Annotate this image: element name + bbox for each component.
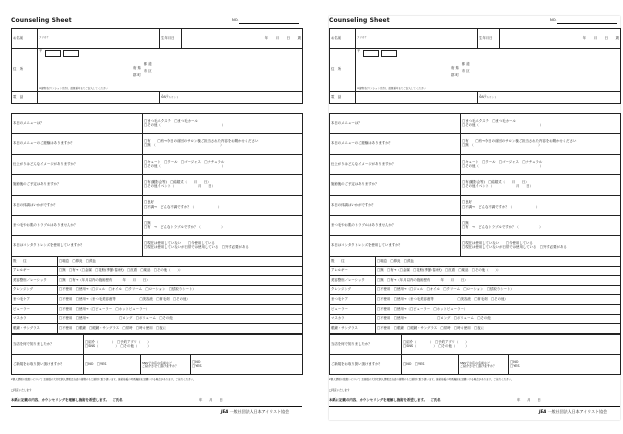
counseling-sheet-left (11, 16, 302, 420)
visit-row (12, 355, 303, 375)
visit-row (12, 335, 303, 355)
answer-option[interactable]: □有 □有→今日の前回のサロン様ご担当された内容をお聞かせください (462, 139, 577, 144)
visit-table (329, 334, 621, 375)
history-label: 眼鏡・サングラス (12, 324, 58, 334)
question-label: 仕上がりはどんなイメージがありますか？ (330, 154, 461, 174)
answer-option[interactable]: □その他（ ） (462, 123, 544, 128)
question-answer[interactable] (143, 114, 303, 134)
question-row (330, 215, 621, 235)
question-row (12, 236, 303, 256)
answer-option[interactable]: □無 (144, 220, 151, 225)
history-row (12, 314, 303, 324)
brand-logo: JEA (539, 409, 547, 414)
history-options[interactable]: □喘息 □鼻炎 □貧血 (376, 257, 621, 267)
question-row (330, 195, 621, 215)
question-answer[interactable] (461, 195, 621, 215)
answer-option[interactable]: □現在は使用していないが日常では使用している □外す必要がある (144, 245, 249, 250)
history-label: アレルギー (12, 266, 58, 276)
answer-option[interactable]: □その他イベント（ 月 日） (144, 184, 216, 189)
question-row (330, 134, 621, 154)
history-label: 既 往 (330, 257, 376, 267)
phone-label: 電 話 (330, 91, 356, 103)
history-row (330, 324, 621, 334)
question-label: 本日のメニューは？ (12, 114, 143, 134)
sheet-number-label: NO. (232, 18, 239, 22)
consent-checkbox[interactable]: □同意いたします (329, 389, 350, 392)
question-answer[interactable] (461, 236, 621, 256)
history-label: アレルギー (330, 266, 376, 276)
name-field[interactable]: フリガナ (38, 29, 160, 49)
history-options[interactable]: □不使用 □使用→（□ジェル □オイル □クリーム □ローション □拭取りシート） (376, 285, 621, 295)
question-label: 本日のメニューのご経験はありますか？ (330, 134, 461, 154)
brand-name: JEA 一般社団法人日本アイリスト協会 (221, 409, 290, 414)
footer-date[interactable]: 年 月 日 (199, 398, 223, 402)
history-options[interactable]: □不使用 □使用→ □ロング □ボリューム □その他 (376, 314, 621, 324)
question-answer[interactable] (461, 114, 621, 134)
address-field[interactable]: 〒 都 道 府 県 市 区 郡 町 ※建物名(マンション名等)、部屋番号までご記入してください (38, 49, 303, 92)
sheet-number-field[interactable] (239, 23, 299, 24)
history-label: マスカラ (330, 314, 376, 324)
history-options[interactable]: □不使用 □使用→ □ロング □ボリューム □その他 (58, 314, 303, 324)
birthday-field[interactable]: 年 月 日 歳 (182, 29, 303, 49)
sns-question: SNSでお店の名前など ご紹介させて頂けますか？ (459, 355, 509, 375)
privacy-note: 2個人情報の取扱いについて お客様の大切な個人情報は当店の管理のもと適切に取り扱います。施術前後の写真撮影をお願いする場合があります。ご協力ください。 (11, 378, 196, 381)
answer-option[interactable]: □その他（ ） (144, 163, 226, 168)
birthday-label: 生年月日 (160, 29, 182, 49)
question-row (12, 154, 303, 174)
history-options[interactable]: □不使用 □使用→（まつ毛美容液等 □美容液 □育毛剤 □その他） (58, 295, 303, 305)
question-label: まつ毛やお肌のトラブルはありませんか？ (330, 215, 461, 235)
answer-option[interactable]: □現在は使用していない □今使用している (462, 241, 533, 246)
question-answer[interactable] (461, 154, 621, 174)
question-label: 本日はコンタクトレンズを使用していますか？ (12, 236, 143, 256)
visit-answer[interactable]: □紹介（ ） □予約アプリ（ ） □SNS（ ） □その他（ ） (84, 335, 303, 355)
question-answer[interactable] (143, 195, 303, 215)
answer-option[interactable]: □まつ毛エクステ □まつ毛カール (144, 118, 198, 123)
history-label: 既 往 (12, 257, 58, 267)
question-row (12, 134, 303, 154)
visit-row (330, 355, 621, 375)
history-row (12, 304, 303, 314)
history-label: 眼鏡・サングラス (330, 324, 376, 334)
history-row (330, 295, 621, 305)
question-row (330, 175, 621, 195)
counseling-sheet-right (329, 16, 620, 420)
sheet-title: Counseling Sheet (329, 17, 390, 24)
questions-table (329, 113, 621, 257)
history-options[interactable]: □不使用 □眼鏡 □眼鏡・サングラス □常時 □時々使用 □夜に (58, 324, 303, 334)
answer-option[interactable]: □キュート □クール □ゴージャス □ナチュラル (462, 159, 543, 164)
address-label: 住 所 (330, 49, 356, 92)
history-label: クレンジング (330, 285, 376, 295)
question-row (330, 114, 621, 134)
answer-option[interactable]: □有(撮影会等) □結婚式（ 月 日） (144, 180, 211, 185)
history-options[interactable]: □無 □有→（年月以内の施術歴有 年 月 日） (58, 276, 303, 286)
questions-table (11, 113, 303, 257)
visit-table (11, 334, 303, 375)
answer-option[interactable]: □その他（ ） (462, 163, 544, 168)
contact-field[interactable]: メール SNSアカウント (478, 91, 621, 103)
answer-option[interactable]: □不調→ どんな不調ですか？（ ） (144, 204, 222, 209)
history-label: まつ毛ケア (12, 295, 58, 305)
name-field[interactable]: フリガナ (356, 29, 478, 49)
signature-line[interactable] (329, 406, 620, 407)
visit-answer[interactable]: □紹介（ ） □予約アプリ（ ） □SNS（ ） □その他（ ） (402, 335, 621, 355)
question-row (12, 195, 303, 215)
question-answer[interactable] (143, 236, 303, 256)
footer-date[interactable]: 年 月 日 (517, 398, 541, 402)
answer-option[interactable]: □無 （ ） (144, 143, 224, 148)
brand-logo: JEA (221, 409, 229, 414)
question-label: 本日のメニューのご経験はありますか？ (12, 134, 143, 154)
history-row (12, 276, 303, 286)
phone-field[interactable] (356, 91, 478, 103)
visit-answer[interactable]: □NO □YES (402, 355, 459, 375)
question-label: 本日の体調はいかがですか？ (330, 195, 461, 215)
name-label: お名前 (12, 29, 38, 49)
history-row (330, 266, 621, 276)
answer-option[interactable]: □不調→ どんな不調ですか？（ ） (462, 204, 540, 209)
birthday-label: 生年月日 (478, 29, 500, 49)
history-options[interactable]: □不使用 □眼鏡 □眼鏡・サングラス □常時 □時々使用 □夜に (376, 324, 621, 334)
phone-label: 電 話 (12, 91, 38, 103)
history-label: 美容整形／レーシック (12, 276, 58, 286)
sns-answer[interactable]: □NO □YES (191, 355, 303, 375)
profile-table (329, 28, 621, 104)
history-row (330, 276, 621, 286)
answer-option[interactable]: □良好 (462, 200, 472, 205)
history-table (11, 256, 303, 334)
visit-answer[interactable]: □NO □YES (84, 355, 141, 375)
history-row (330, 285, 621, 295)
question-label: 仕上がりはどんなイメージがありますか？ (12, 154, 143, 174)
address-field[interactable]: 〒 都 道 府 県 市 区 郡 町 ※建物名(マンション名等)、部屋番号までご記入してください (356, 49, 621, 92)
history-row (12, 285, 303, 295)
question-label: 本日のメニューは？ (330, 114, 461, 134)
question-label: 施術後のご予定はありますか？ (330, 175, 461, 195)
history-options[interactable]: □不使用 □使用→（□ビューラー □ホットビューラー） (376, 304, 621, 314)
visit-question: ご新規をお取り扱い頂けますか？ (330, 355, 402, 375)
history-row (330, 257, 621, 267)
question-answer[interactable] (143, 134, 303, 154)
answer-option[interactable]: □有 → どんなトラブルですか？（ ） (462, 225, 543, 230)
answer-option[interactable]: □良好 (144, 200, 154, 205)
history-label: ビューラー (12, 304, 58, 314)
contact-field[interactable]: メール SNSアカウント (160, 91, 303, 103)
answer-option[interactable]: □有 □有→今日の前回のサロン様ご担当された内容をお聞かせください (144, 139, 259, 144)
history-options[interactable]: □喘息 □鼻炎 □貧血 (58, 257, 303, 267)
history-row (12, 257, 303, 267)
signature-line[interactable] (11, 406, 302, 407)
question-label: 本日はコンタクトレンズを使用していますか？ (330, 236, 461, 256)
question-row (12, 175, 303, 195)
sns-answer[interactable]: □NO □YES (509, 355, 621, 375)
question-answer[interactable] (461, 175, 621, 195)
history-label: 美容整形／レーシック (330, 276, 376, 286)
sns-question: SNSでお店の名前など ご紹介させて頂けますか？ (141, 355, 191, 375)
visit-question: 当店を何で知りましたか？ (330, 335, 402, 355)
visit-question: 当店を何で知りましたか？ (12, 335, 84, 355)
history-options[interactable]: □不使用 □使用→（□ビューラー □ホットビューラー） (58, 304, 303, 314)
consent-checkbox[interactable]: □同意いたします (11, 389, 32, 392)
visit-row (330, 335, 621, 355)
footer-statement: 本紙に記載の内容、カウンセリングを理解し施術を希望します。 ご氏名 (329, 398, 441, 402)
phone-field[interactable] (38, 91, 160, 103)
answer-option[interactable]: □まつ毛エクステ □まつ毛カール (462, 118, 516, 123)
answer-option[interactable]: □有(撮影会等) □結婚式（ 月 日） (462, 180, 529, 185)
history-options[interactable]: □不使用 □使用→（□ジェル □オイル □クリーム □ローション □拭取りシート） (58, 285, 303, 295)
question-row (12, 114, 303, 134)
answer-option[interactable]: □その他（ ） (144, 123, 226, 128)
question-row (330, 236, 621, 256)
question-row (12, 215, 303, 235)
answer-option[interactable]: □現在は使用していない □今使用している (144, 241, 215, 246)
history-options[interactable]: □無 □有→（□金属 □花粉(季節:春/秋) □皮膚 □薬品 □その他（ ）） (58, 266, 303, 276)
history-label: マスカラ (12, 314, 58, 324)
history-row (12, 266, 303, 276)
question-answer[interactable] (461, 134, 621, 154)
question-row (330, 154, 621, 174)
history-label: ビューラー (330, 304, 376, 314)
birthday-field[interactable]: 年 月 日 歳 (500, 29, 621, 49)
history-row (12, 295, 303, 305)
question-answer[interactable] (143, 215, 303, 235)
footer-statement: 本紙に記載の内容、カウンセリングを理解し施術を希望します。 ご氏名 (11, 398, 123, 402)
question-answer[interactable] (143, 154, 303, 174)
history-table (329, 256, 621, 334)
sheet-number-label: NO. (550, 18, 557, 22)
privacy-note: 2個人情報の取扱いについて お客様の大切な個人情報は当店の管理のもと適切に取り扱います。施術前後の写真撮影をお願いする場合があります。ご協力ください。 (329, 378, 514, 381)
brand-name: JEA 一般社団法人日本アイリスト協会 (539, 409, 608, 414)
history-row (12, 324, 303, 334)
question-label: 施術後のご予定はありますか？ (12, 175, 143, 195)
sheet-title: Counseling Sheet (11, 17, 72, 24)
question-label: 本日の体調はいかがですか？ (12, 195, 143, 215)
answer-option[interactable]: □有 → どんなトラブルですか？（ ） (144, 225, 225, 230)
history-options[interactable]: □無 □有→（年月以内の施術歴有 年 月 日） (376, 276, 621, 286)
history-label: まつ毛ケア (330, 295, 376, 305)
address-label: 住 所 (12, 49, 38, 92)
name-label: お名前 (330, 29, 356, 49)
history-row (330, 304, 621, 314)
question-label: まつ毛やお肌のトラブルはありませんか？ (12, 215, 143, 235)
answer-option[interactable]: □無 （ ） (462, 143, 542, 148)
question-answer[interactable] (461, 215, 621, 235)
question-answer[interactable] (143, 175, 303, 195)
profile-table (11, 28, 303, 104)
history-label: クレンジング (12, 285, 58, 295)
history-options[interactable]: □不使用 □使用→（まつ毛美容液等 □美容液 □育毛剤 □その他） (376, 295, 621, 305)
visit-question: ご新規をお取り扱い頂けますか？ (12, 355, 84, 375)
answer-option[interactable]: □無 (462, 220, 469, 225)
history-options[interactable]: □無 □有→（□金属 □花粉(季節:春/秋) □皮膚 □薬品 □その他（ ）） (376, 266, 621, 276)
answer-option[interactable]: □その他イベント（ 月 日） (462, 184, 534, 189)
history-row (330, 314, 621, 324)
answer-option[interactable]: □現在は使用していないが日常では使用している □外す必要がある (462, 245, 567, 250)
sheet-number-field[interactable] (557, 23, 617, 24)
answer-option[interactable]: □キュート □クール □ゴージャス □ナチュラル (144, 159, 225, 164)
